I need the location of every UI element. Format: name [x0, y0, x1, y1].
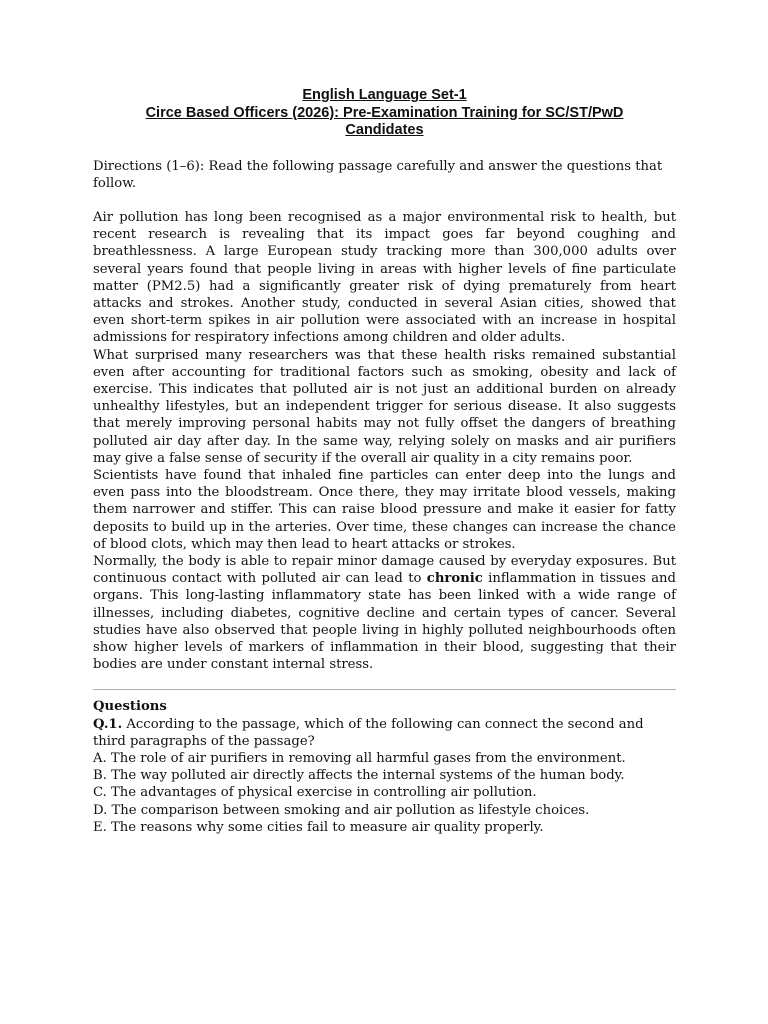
section-divider — [93, 689, 676, 690]
question-1-stem: According to the passage, which of the following can connect the second and third paragraphs of the passage? — [93, 716, 644, 749]
directions-text: Directions (1–6): Read the following passage carefully and answer the questions that follow. — [93, 158, 663, 191]
paragraph-4-text-start: Normally, the body is able to repair minor damage caused by everyday exposures. But continuous contact with polluted air can lead to — [93, 553, 676, 587]
header-subtitle: Circe Based Officers (2026): Pre-Examination Training for SC/ST/PwD — [145, 104, 624, 121]
questions-heading: Questions — [93, 699, 167, 715]
question-1-option-d: D. The comparison between smoking and air pollution as lifestyle choices. — [93, 802, 590, 818]
header-title: English Language Set-1 — [302, 87, 467, 103]
question-1-option-c: C. The advantages of physical exercise in controlling air pollution. — [93, 785, 537, 801]
document-header — [93, 87, 676, 140]
paragraph-4-text-end: inflammation in tissues and organs. This long-lasting inflammatory state has been linked with a wide range of illnesses, including diabetes, cognitive decline and certain types of cancer. Several studies have also observed that people living in highly polluted neighbourhoods often show higher levels of markers of inflammation in their blood, suggesting that their bodies are under constant internal stress. — [93, 571, 676, 673]
questions-section — [93, 698, 676, 836]
passage-paragraph-1: Air pollution has long been recognised as a major environmental risk to health, but recent research is revealing that its impact goes far beyond coughing and breathlessness. A large European study tracking more than 300,000 adults over several years found that people living in areas with higher levels of fine particulate matter (PM2.5) had a significantly greater risk of dying prematurely from heart attacks and strokes. Another study, conducted in several Asian cities, showed that even short-term spikes in air pollution were associated with an increase in hospital admissions for respiratory infections among children and older adults. — [93, 209, 676, 346]
header-subtitle-continued: Candidates — [345, 122, 424, 138]
passage-paragraph-4 — [93, 553, 676, 673]
question-1 — [93, 716, 676, 750]
document-page — [93, 87, 676, 836]
question-1-option-b: B. The way polluted air directly affects the internal systems of the human body. — [93, 768, 625, 784]
question-1-option-a: A. The role of air purifiers in removing all harmful gases from the environment. — [93, 751, 626, 766]
highlighted-word-chronic: chronic — [426, 571, 483, 587]
passage — [93, 209, 676, 673]
question-1-number: Q.1. — [93, 716, 123, 732]
question-1-option-e: E. The reasons why some cities fail to measure air quality properly. — [93, 819, 544, 835]
passage-paragraph-2: What surprised many researchers was that these health risks remained substantial even after accounting for traditional factors such as smoking, obesity and lack of exercise. This indicates that polluted air is not just an additional burden on already unhealthy lifestyles, but an independent trigger for serious disease. It also suggests that merely improving personal habits may not fully offset the dangers of breathing polluted air day after day. In the same way, relying solely on masks and air purifiers may give a false sense of security if the overall air quality in a city remains poor. — [93, 347, 676, 466]
passage-paragraph-3: Scientists have found that inhaled fine particles can enter deep into the lungs and even pass into the bloodstream. Once there, they may irritate blood vessels, making them narrower and stiffer. This can raise blood pressure and make it easier for fatty deposits to build up in the arteries. Over time, these changes can increase the chance of blood clots, which may then lead to heart attacks or strokes. — [93, 467, 676, 552]
